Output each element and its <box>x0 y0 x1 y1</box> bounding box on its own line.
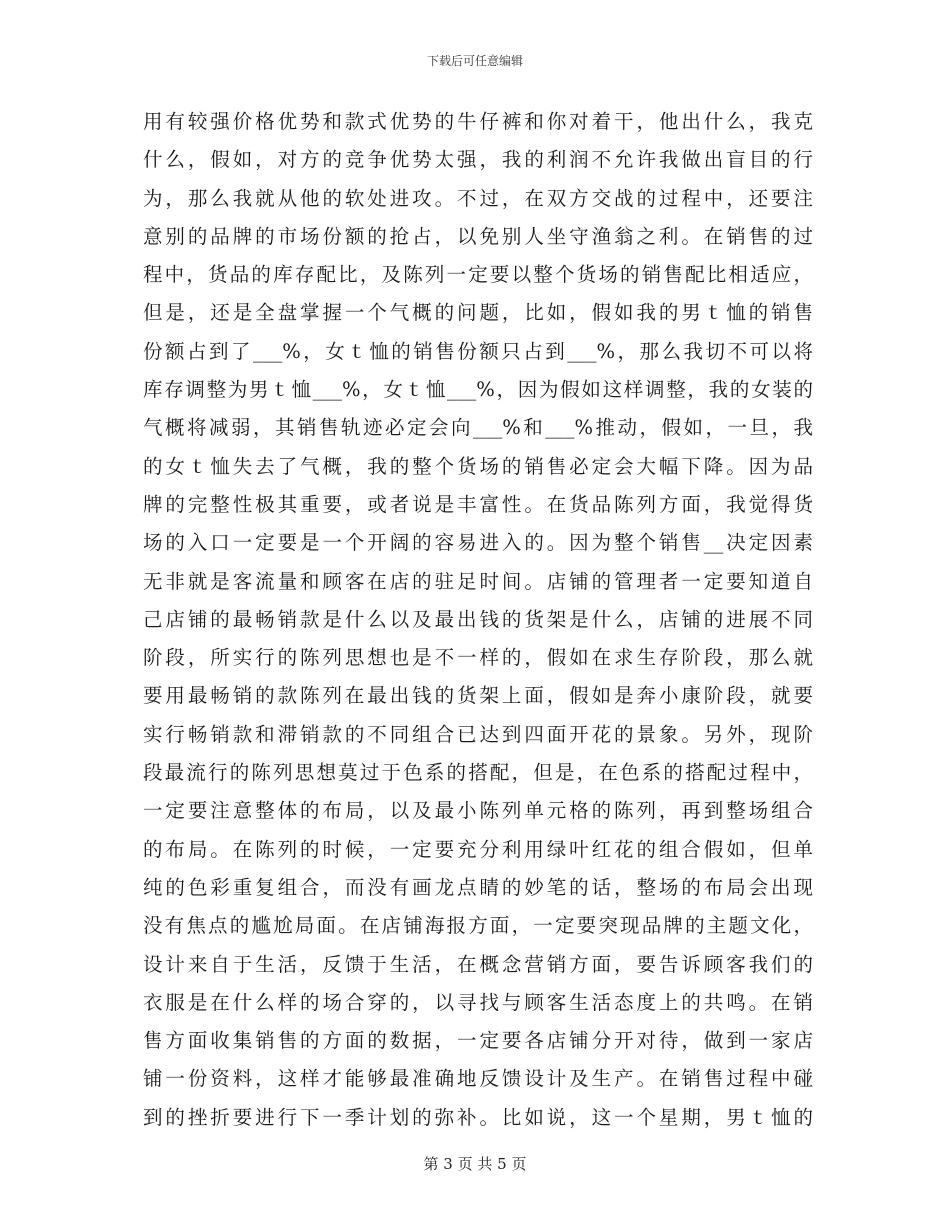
text-line: 库存调整为男ｔ恤___%，女ｔ恤___%，因为假如这样调整，我的女装的 <box>143 378 813 402</box>
text-line: 用有较强价格优势和款式优势的牛仔裤和你对着干，他出什么，我克 <box>143 110 813 133</box>
document-body <box>143 103 813 1137</box>
text-line: 意别的品牌的市场份额的抢占，以免别人坐守渔翁之利。在销售的过 <box>143 224 813 248</box>
text-line: 程中，货品的库存配比，及陈列一定要以整个货场的销售配比相适应， <box>143 263 813 287</box>
text-line: 设计来自于生活，反馈于生活，在概念营销方面，要告诉顾客我们的 <box>143 952 813 976</box>
text-line: 要用最畅销的款陈列在最出钱的货架上面，假如是奔小康阶段，就要 <box>143 684 813 708</box>
page-number-footer: 第 3 页 共 5 页 <box>423 1155 527 1173</box>
text-line: 无非就是客流量和顾客在店的驻足时间。店铺的管理者一定要知道自 <box>143 569 813 593</box>
text-line: 己店铺的最畅销款是什么以及最出钱的货架是什么，店铺的进展不同 <box>143 607 813 631</box>
text-line: 到的挫折要进行下一季计划的弥补。比如说，这一个星期，男ｔ恤的 <box>143 1105 813 1129</box>
text-line: 但是，还是全盘掌握一个气概的问题，比如，假如我的男ｔ恤的销售 <box>143 301 813 325</box>
text-line: 衣服是在什么样的场合穿的，以寻找与顾客生活态度上的共鸣。在销 <box>143 990 813 1014</box>
text-line: 气概将减弱，其销售轨迹必定会向___%和___%推动，假如，一旦，我 <box>143 416 813 440</box>
text-line: 没有焦点的尴尬局面。在店铺海报方面，一定要突现品牌的主题文化， <box>143 914 813 938</box>
text-line: 牌的完整性极其重要，或者说是丰富性。在货品陈列方面，我觉得货 <box>143 492 813 516</box>
text-line: 纯的色彩重复组合，而没有画龙点睛的妙笔的话，整场的布局会出现 <box>143 875 813 899</box>
text-line: 的布局。在陈列的时候，一定要充分利用绿叶红花的组合假如，但单 <box>143 837 813 861</box>
text-line: 场的入口一定要是一个开阔的容易进入的。因为整个销售__决定因素 <box>143 531 813 555</box>
text-line: 为，那么我就从他的软处进攻。不过，在双方交战的过程中，还要注 <box>143 186 813 210</box>
text-line: 实行畅销款和滞销款的不同组合已达到四面开花的景象。另外，现阶 <box>143 722 813 746</box>
text-line: 份额占到了___%，女ｔ恤的销售份额只占到___%，那么我切不可以将 <box>143 339 813 363</box>
text-line: 什么，假如，对方的竞争优势太强，我的利润不允许我做出盲目的行 <box>143 148 813 172</box>
text-line: 段最流行的陈列思想莫过于色系的搭配，但是，在色系的搭配过程中， <box>143 761 813 785</box>
text-line: 铺一份资料，这样才能够最准确地反馈设计及生产。在销售过程中碰 <box>143 1067 813 1091</box>
text-line: 售方面收集销售的方面的数据，一定要各店铺分开对待，做到一家店 <box>143 1029 813 1053</box>
text-line: 阶段，所实行的陈列思想也是不一样的，假如在求生存阶段，那么就 <box>143 646 813 670</box>
text-line: 一定要注意整体的布局，以及最小陈列单元格的陈列，再到整场组合 <box>143 799 813 823</box>
text-line: 的女ｔ恤失去了气概，我的整个货场的销售必定会大幅下降。因为品 <box>143 454 813 478</box>
page-header: 下载后可任意编辑 <box>426 54 523 68</box>
